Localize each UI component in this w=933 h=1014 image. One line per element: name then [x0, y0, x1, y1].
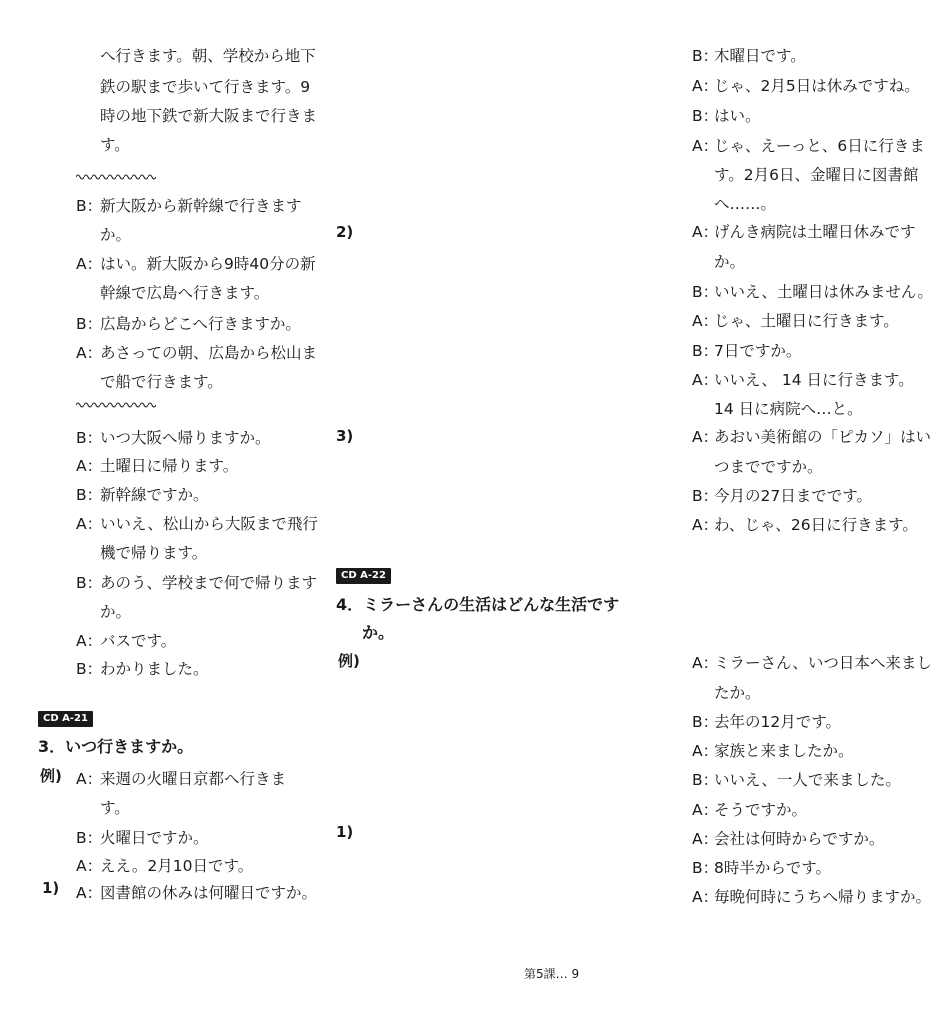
dialogue-line: バスです。: [100, 632, 177, 650]
dialogue-line: そうですか。: [714, 801, 808, 819]
dialogue-line: いいえ、松山から大阪まで飛行: [100, 515, 318, 533]
dialogue-line: 家族と来ましたか。: [714, 742, 854, 760]
dialogue-line: 時の地下鉄で新大阪まで行きま: [100, 107, 318, 125]
dialogue-line: 広島からどこへ行きますか。: [100, 315, 301, 333]
dialogue-line: す。: [100, 136, 130, 154]
dialogue-line: す。: [100, 799, 130, 817]
section-heading-continued: か。: [362, 623, 395, 642]
section-heading: 4．ミラーさんの生活はどんな生活です: [336, 595, 620, 614]
example-marker: 例): [40, 767, 62, 785]
dialogue-line: 図書館の休みは何曜日ですか。: [100, 884, 318, 902]
dialogue-line: で船で行きます。: [100, 373, 223, 391]
speaker-label: B：: [76, 315, 103, 333]
example-marker: 例): [338, 652, 360, 670]
exercise-number: 3): [336, 427, 354, 445]
dialogue-line: はい。: [714, 107, 761, 125]
dialogue-line: か。: [100, 603, 132, 621]
dialogue-line: いいえ、 14 日に行きます。: [714, 371, 914, 389]
speaker-label: A：: [76, 632, 103, 650]
speaker-label: A：: [76, 884, 103, 902]
dialogue-line: 幹線で広島へ行きます。: [100, 284, 270, 302]
dialogue-line: 機で帰ります。: [100, 544, 208, 562]
dialogue-line: 鉄の駅まで歩いて行きます。9: [100, 78, 311, 96]
dialogue-line: はい。新大阪から9時40分の新: [100, 255, 316, 273]
dialogue-line: 木曜日です。: [714, 47, 806, 65]
cd-track-badge: CD A-22: [336, 568, 391, 584]
speaker-label: A：: [76, 770, 103, 788]
speaker-label: A：: [76, 857, 103, 875]
dialogue-line: つまでですか。: [714, 458, 823, 476]
speaker-label: B：: [692, 283, 719, 301]
speaker-label: A：: [76, 255, 103, 273]
dialogue-line: あさっての朝、広島から松山ま: [100, 344, 318, 362]
dialogue-line: たか。: [714, 684, 761, 702]
dialogue-line: へ……。: [714, 195, 777, 213]
speaker-label: B：: [692, 47, 719, 65]
dialogue-line: げんき病院は土曜日休みです: [714, 223, 916, 241]
speaker-label: A：: [692, 312, 719, 330]
dialogue-line: 土曜日に帰ります。: [100, 457, 239, 475]
dialogue-line: 今月の27日までです。: [714, 487, 872, 505]
speaker-label: B：: [76, 429, 103, 447]
speaker-label: B：: [692, 859, 719, 877]
speaker-label: B：: [692, 342, 719, 360]
speaker-label: A：: [692, 801, 719, 819]
dialogue-line: へ行きます。朝、学校から地下: [100, 47, 316, 65]
speaker-label: B：: [692, 487, 719, 505]
dialogue-line: 7日ですか。: [714, 342, 802, 360]
dialogue-line: 毎晩何時にうちへ帰りますか。: [714, 888, 932, 906]
section-heading: 3．いつ行きますか。: [38, 737, 194, 756]
dialogue-line: 会社は何時からですか。: [714, 830, 885, 848]
speaker-label: A：: [692, 77, 719, 95]
dialogue-line: わかりました。: [100, 660, 209, 678]
speaker-label: A：: [692, 137, 719, 155]
dialogue-line: じゃ、2月5日は休みですね。: [714, 77, 920, 95]
exercise-number: 1): [336, 823, 354, 841]
page-footer: 第5課… 9: [524, 967, 580, 981]
speaker-label: A：: [692, 830, 719, 848]
section-divider: [76, 401, 156, 409]
speaker-label: A：: [692, 654, 719, 672]
dialogue-line: あのう、学校まで何で帰ります: [100, 574, 318, 592]
speaker-label: B：: [692, 771, 719, 789]
speaker-label: A：: [692, 371, 719, 389]
speaker-label: B：: [76, 574, 103, 592]
dialogue-line: 8時半からです。: [714, 859, 831, 877]
speaker-label: A：: [692, 428, 719, 446]
speaker-label: B：: [76, 660, 103, 678]
dialogue-line: あおい美術館の「ピカソ」はい: [714, 428, 932, 446]
dialogue-line: 新大阪から新幹線で行きます: [100, 197, 302, 215]
speaker-label: B：: [76, 197, 103, 215]
exercise-number: 1): [42, 879, 60, 897]
speaker-label: B：: [76, 486, 103, 504]
speaker-label: A：: [76, 515, 103, 533]
dialogue-line: か。: [100, 226, 132, 244]
dialogue-line: 去年の12月です。: [714, 713, 841, 731]
dialogue-line: いいえ、土曜日は休みません。: [714, 283, 933, 301]
dialogue-line: す。2月6日、金曜日に図書館: [714, 166, 919, 184]
dialogue-line: ええ。2月10日です。: [100, 857, 254, 875]
speaker-label: A：: [692, 742, 719, 760]
cd-track-badge: CD A-21: [38, 711, 93, 727]
dialogue-line: じゃ、土曜日に行きます。: [714, 312, 899, 330]
speaker-label: A：: [692, 516, 719, 534]
speaker-label: A：: [692, 888, 719, 906]
dialogue-line: いいえ、一人で来ました。: [714, 771, 901, 789]
dialogue-line: 新幹線ですか。: [100, 486, 209, 504]
dialogue-line: じゃ、えーっと、6日に行きま: [714, 137, 925, 155]
dialogue-line: 火曜日ですか。: [100, 829, 209, 847]
speaker-label: A：: [76, 457, 103, 475]
dialogue-line: ミラーさん、いつ日本へ来まし: [714, 654, 932, 672]
speaker-label: B：: [692, 713, 719, 731]
dialogue-line: 来週の火曜日京都へ行きま: [100, 770, 287, 788]
dialogue-line: 14 日に病院へ…と。: [714, 400, 863, 418]
speaker-label: B：: [692, 107, 719, 125]
dialogue-line: いつ大阪へ帰りますか。: [100, 429, 271, 447]
speaker-label: A：: [692, 223, 719, 241]
section-divider: [76, 173, 156, 181]
exercise-number: 2): [336, 223, 354, 241]
dialogue-line: わ、じゃ、26日に行きます。: [714, 516, 918, 534]
speaker-label: A：: [76, 344, 103, 362]
speaker-label: B：: [76, 829, 103, 847]
dialogue-line: か。: [714, 253, 746, 271]
